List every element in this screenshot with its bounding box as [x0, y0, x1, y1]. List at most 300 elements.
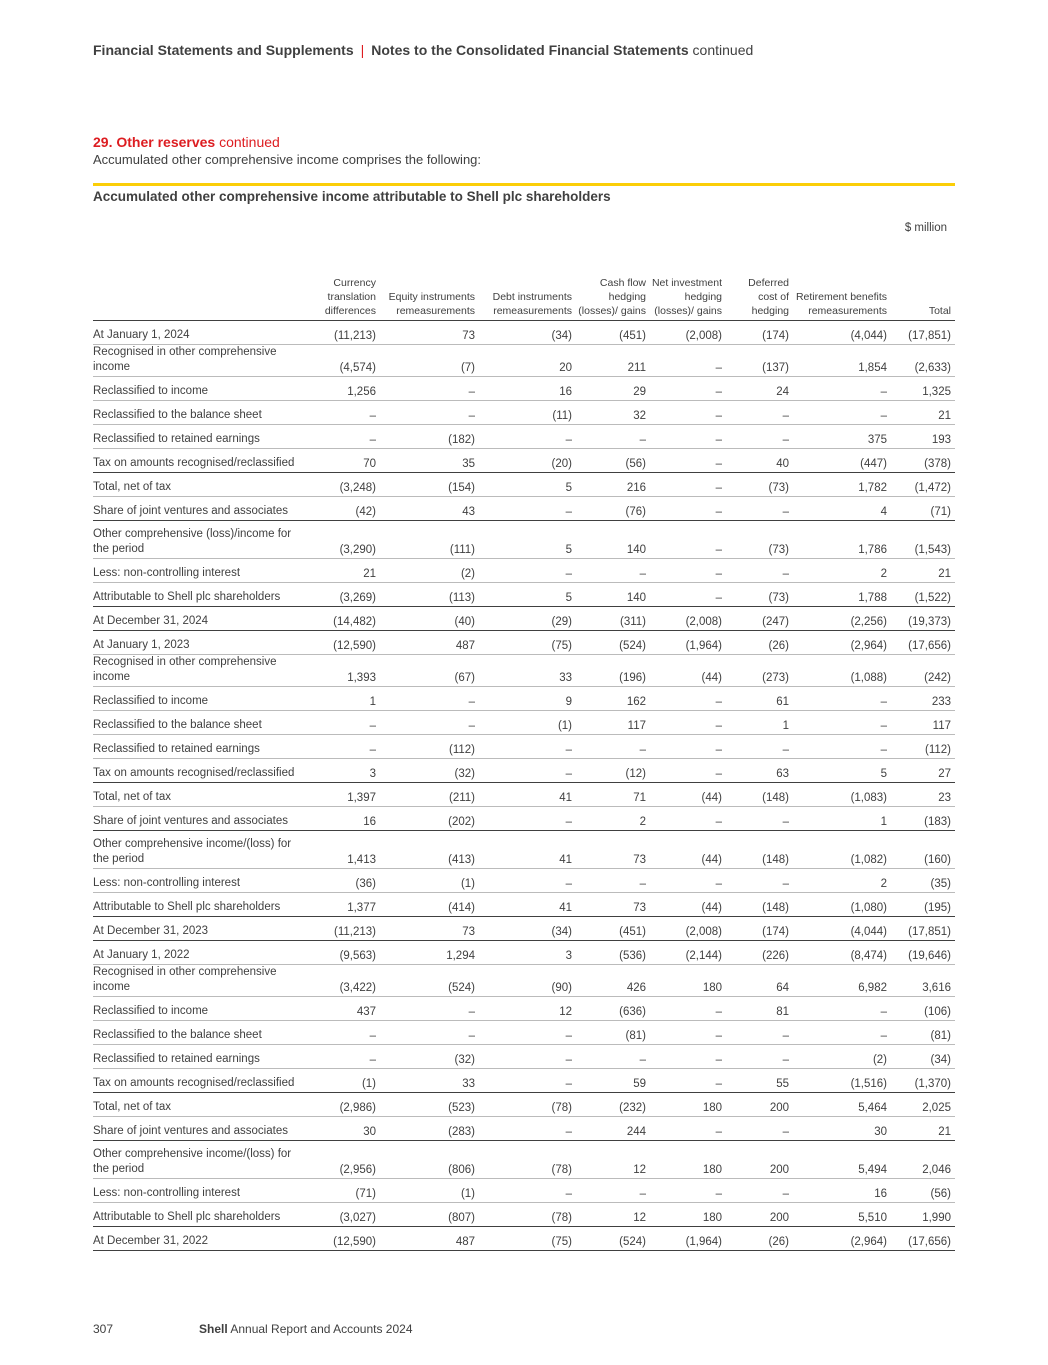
table-row	[93, 869, 955, 893]
table-cell: –	[726, 869, 793, 893]
table-cell: 12	[576, 1141, 650, 1179]
table-cell: 2	[793, 559, 891, 583]
table-cell: –	[650, 473, 726, 497]
table-cell: –	[793, 377, 891, 401]
table-cell: –	[793, 401, 891, 425]
table-cell: 33	[380, 1069, 479, 1093]
table-cell: (2,964)	[793, 631, 891, 655]
row-label: Total, net of tax	[93, 473, 303, 497]
row-label: Reclassified to income	[93, 377, 303, 401]
table-cell: (12,590)	[303, 1227, 380, 1251]
section-title	[93, 134, 280, 150]
table-cell: 73	[380, 917, 479, 941]
report-name: Annual Report and Accounts 2024	[230, 1322, 413, 1336]
row-label: At December 31, 2024	[93, 607, 303, 631]
table-cell: –	[650, 425, 726, 449]
table-cell: (226)	[726, 941, 793, 965]
table-cell: (34)	[891, 1045, 955, 1069]
row-label: Tax on amounts recognised/reclassified	[93, 449, 303, 473]
table-cell: (2,144)	[650, 941, 726, 965]
table-cell: (17,656)	[891, 1227, 955, 1251]
table-cell: (20)	[479, 449, 576, 473]
table-cell: (32)	[380, 1045, 479, 1069]
table-cell: 16	[303, 807, 380, 831]
row-label: Other comprehensive (loss)/income for the period	[93, 521, 303, 559]
row-label: Reclassified to retained earnings	[93, 425, 303, 449]
table-cell: (1,543)	[891, 521, 955, 559]
table-cell: –	[726, 1045, 793, 1069]
table-cell: (73)	[726, 583, 793, 607]
table-cell: –	[303, 425, 380, 449]
table-cell: 180	[650, 965, 726, 997]
table-cell: 71	[576, 783, 650, 807]
table-cell: (2,956)	[303, 1141, 380, 1179]
table-cell: (2,008)	[650, 917, 726, 941]
table-cell: (1,083)	[793, 783, 891, 807]
table-cell: 30	[793, 1117, 891, 1141]
table-cell: (81)	[891, 1021, 955, 1045]
column-header-label	[93, 246, 303, 321]
table-cell: –	[380, 687, 479, 711]
table-cell: (44)	[650, 831, 726, 869]
table-cell: 140	[576, 521, 650, 559]
table-cell: 162	[576, 687, 650, 711]
column-header: Retirement benefits remeasurements	[793, 246, 891, 321]
table-cell: –	[576, 869, 650, 893]
table-cell: (11)	[479, 401, 576, 425]
table-cell: (1,472)	[891, 473, 955, 497]
table-cell: 180	[650, 1093, 726, 1117]
table-cell: 1,397	[303, 783, 380, 807]
table-cell: (1,088)	[793, 655, 891, 687]
table-cell: 3	[303, 759, 380, 783]
table-cell: 193	[891, 425, 955, 449]
table-cell: –	[303, 1021, 380, 1045]
table-cell: (1,964)	[650, 631, 726, 655]
table-cell: (202)	[380, 807, 479, 831]
table-cell: –	[726, 1117, 793, 1141]
table-cell: (75)	[479, 631, 576, 655]
row-label: Attributable to Shell plc shareholders	[93, 1203, 303, 1227]
table-cell: 16	[479, 377, 576, 401]
table-cell: –	[650, 711, 726, 735]
table-row	[93, 1045, 955, 1069]
column-header: Debt instruments remeasurements	[479, 246, 576, 321]
section-number-title: 29. Other reserves	[93, 134, 216, 150]
table-cell: –	[650, 1021, 726, 1045]
row-label: Reclassified to income	[93, 687, 303, 711]
table-cell: (1)	[303, 1069, 380, 1093]
table-row	[93, 997, 955, 1021]
row-label: Less: non-controlling interest	[93, 1179, 303, 1203]
table-cell: –	[650, 869, 726, 893]
table-row	[93, 1021, 955, 1045]
table-cell: (160)	[891, 831, 955, 869]
table-cell: –	[650, 997, 726, 1021]
table-cell: (34)	[479, 321, 576, 345]
table-cell: (174)	[726, 321, 793, 345]
row-label: Reclassified to retained earnings	[93, 735, 303, 759]
table-row	[93, 687, 955, 711]
table-cell: –	[380, 711, 479, 735]
table-cell: 30	[303, 1117, 380, 1141]
table-row	[93, 893, 955, 917]
table-cell: (1,516)	[793, 1069, 891, 1093]
table-cell: 5,464	[793, 1093, 891, 1117]
table-cell: 41	[479, 783, 576, 807]
table-cell: 233	[891, 687, 955, 711]
table-cell: 1,786	[793, 521, 891, 559]
table-row	[93, 783, 955, 807]
table-cell: (137)	[726, 345, 793, 377]
table-row	[93, 425, 955, 449]
table-row	[93, 321, 955, 345]
table-row	[93, 759, 955, 783]
table-cell: 200	[726, 1141, 793, 1179]
table-cell: –	[479, 759, 576, 783]
table-cell: (183)	[891, 807, 955, 831]
table-row	[93, 377, 955, 401]
table-cell: 64	[726, 965, 793, 997]
table-cell: (174)	[726, 917, 793, 941]
running-header	[93, 42, 753, 58]
table-cell: (378)	[891, 449, 955, 473]
table-cell: 16	[793, 1179, 891, 1203]
table-cell: –	[650, 583, 726, 607]
table-cell: 1,413	[303, 831, 380, 869]
table-cell: (40)	[380, 607, 479, 631]
table-row	[93, 1179, 955, 1203]
table-cell: 55	[726, 1069, 793, 1093]
table-cell: (2,256)	[793, 607, 891, 631]
table-cell: 1	[793, 807, 891, 831]
table-cell: (7)	[380, 345, 479, 377]
table-cell: (17,851)	[891, 917, 955, 941]
table-cell: (26)	[726, 1227, 793, 1251]
table-row	[93, 831, 955, 869]
table-cell: –	[380, 377, 479, 401]
table-cell: (1,964)	[650, 1227, 726, 1251]
table-cell: 41	[479, 831, 576, 869]
table-cell: (12)	[576, 759, 650, 783]
section-continued: continued	[219, 134, 280, 150]
row-label: Reclassified to the balance sheet	[93, 1021, 303, 1045]
table-cell: (3,290)	[303, 521, 380, 559]
table-cell: (2,986)	[303, 1093, 380, 1117]
table-cell: (11,213)	[303, 321, 380, 345]
row-label: Share of joint ventures and associates	[93, 497, 303, 521]
table-cell: –	[650, 1045, 726, 1069]
table-cell: –	[793, 711, 891, 735]
table-cell: 1,325	[891, 377, 955, 401]
table-cell: (90)	[479, 965, 576, 997]
row-label: Total, net of tax	[93, 783, 303, 807]
table-cell: 487	[380, 631, 479, 655]
table-cell: (11,213)	[303, 917, 380, 941]
table-cell: 2	[576, 807, 650, 831]
table-cell: 5	[479, 521, 576, 559]
header-continued: continued	[692, 42, 754, 58]
table-cell: –	[479, 1045, 576, 1069]
column-header: Equity instruments remeasurements	[380, 246, 479, 321]
table-cell: (2,008)	[650, 607, 726, 631]
yellow-divider	[93, 183, 955, 186]
table-cell: 1,294	[380, 941, 479, 965]
table-cell: (413)	[380, 831, 479, 869]
table-cell: 216	[576, 473, 650, 497]
table-cell: –	[303, 1045, 380, 1069]
table-cell: (78)	[479, 1141, 576, 1179]
table-cell: –	[650, 1117, 726, 1141]
table-cell: 23	[891, 783, 955, 807]
table-cell: (524)	[576, 631, 650, 655]
table-cell: –	[303, 401, 380, 425]
table-cell: 437	[303, 997, 380, 1021]
table-cell: (451)	[576, 917, 650, 941]
table-cell: (19,373)	[891, 607, 955, 631]
column-header: Net investment hedging (losses)/ gains	[650, 246, 726, 321]
row-label: At January 1, 2023	[93, 631, 303, 655]
table-cell: 73	[576, 831, 650, 869]
section-intro: Accumulated other comprehensive income comprises the following:	[93, 152, 482, 167]
table-cell: –	[793, 687, 891, 711]
table-cell: –	[650, 449, 726, 473]
table-cell: 211	[576, 345, 650, 377]
table-cell: –	[380, 401, 479, 425]
table-cell: 43	[380, 497, 479, 521]
table-row	[93, 655, 955, 687]
table-cell: –	[726, 735, 793, 759]
table-cell: (283)	[380, 1117, 479, 1141]
table-cell: 4	[793, 497, 891, 521]
table-cell: (523)	[380, 1093, 479, 1117]
row-label: Tax on amounts recognised/reclassified	[93, 1069, 303, 1093]
table-cell: (34)	[479, 917, 576, 941]
table-cell: 1,990	[891, 1203, 955, 1227]
table-cell: –	[576, 1045, 650, 1069]
header-section-name: Financial Statements and Supplements	[93, 42, 354, 58]
table-cell: (73)	[726, 473, 793, 497]
page-number: 307	[93, 1322, 114, 1336]
table-cell: 180	[650, 1141, 726, 1179]
table-cell: (2)	[380, 559, 479, 583]
table-cell: 3	[479, 941, 576, 965]
table-row	[93, 607, 955, 631]
table-cell: (29)	[479, 607, 576, 631]
table-row	[93, 497, 955, 521]
row-label: Recognised in other comprehensive income	[93, 965, 303, 997]
table-row	[93, 735, 955, 759]
table-cell: –	[576, 735, 650, 759]
table-cell: (636)	[576, 997, 650, 1021]
table-row	[93, 1203, 955, 1227]
table-cell: 1,782	[793, 473, 891, 497]
table-cell: (35)	[891, 869, 955, 893]
row-label: Reclassified to retained earnings	[93, 1045, 303, 1069]
table-cell: 73	[380, 321, 479, 345]
table-cell: (1,082)	[793, 831, 891, 869]
column-header: Total	[891, 246, 955, 321]
table-cell: (2)	[793, 1045, 891, 1069]
table-cell: (273)	[726, 655, 793, 687]
table-cell: (4,574)	[303, 345, 380, 377]
table-row	[93, 1069, 955, 1093]
table-cell: (9,563)	[303, 941, 380, 965]
table-cell: –	[793, 997, 891, 1021]
table-cell: 61	[726, 687, 793, 711]
table-cell: –	[650, 687, 726, 711]
table-cell: (56)	[891, 1179, 955, 1203]
table-cell: 1,854	[793, 345, 891, 377]
table-cell: 27	[891, 759, 955, 783]
table-cell: (67)	[380, 655, 479, 687]
table-row	[93, 917, 955, 941]
table-cell: 5	[479, 473, 576, 497]
table-cell: 117	[891, 711, 955, 735]
table-cell: –	[726, 497, 793, 521]
table-cell: 1,377	[303, 893, 380, 917]
table-cell: (536)	[576, 941, 650, 965]
table-cell: 59	[576, 1069, 650, 1093]
table-cell: 12	[576, 1203, 650, 1227]
table-cell: –	[650, 345, 726, 377]
table-cell: (14,482)	[303, 607, 380, 631]
table-cell: (111)	[380, 521, 479, 559]
table-cell: –	[650, 401, 726, 425]
table-cell: –	[479, 497, 576, 521]
footer-brand	[199, 1322, 413, 1336]
table-cell: (56)	[576, 449, 650, 473]
table-row	[93, 521, 955, 559]
table-cell: –	[479, 559, 576, 583]
brand-name: Shell	[199, 1322, 228, 1336]
table-cell: 73	[576, 893, 650, 917]
table-cell: 117	[576, 711, 650, 735]
table-cell: (2,964)	[793, 1227, 891, 1251]
table-cell: (182)	[380, 425, 479, 449]
table-cell: –	[380, 997, 479, 1021]
table-cell: –	[726, 425, 793, 449]
table-cell: 5	[793, 759, 891, 783]
table-cell: (148)	[726, 783, 793, 807]
table-row	[93, 1093, 955, 1117]
table-cell: (524)	[576, 1227, 650, 1251]
table-cell: (81)	[576, 1021, 650, 1045]
table-cell: 180	[650, 1203, 726, 1227]
row-label: Recognised in other comprehensive income	[93, 655, 303, 687]
table-cell: –	[650, 735, 726, 759]
table-cell: (4,044)	[793, 321, 891, 345]
table-cell: (311)	[576, 607, 650, 631]
table-cell: –	[479, 807, 576, 831]
table-cell: (112)	[891, 735, 955, 759]
table-cell: (106)	[891, 997, 955, 1021]
table-cell: (196)	[576, 655, 650, 687]
table-row	[93, 711, 955, 735]
header-subsection-name: Notes to the Consolidated Financial Statements	[371, 42, 689, 58]
table-cell: (154)	[380, 473, 479, 497]
table-unit: $ million	[904, 222, 947, 234]
table-cell: –	[726, 807, 793, 831]
table-cell: (71)	[891, 497, 955, 521]
table-row	[93, 1141, 955, 1179]
row-label: Tax on amounts recognised/reclassified	[93, 759, 303, 783]
table-cell: (75)	[479, 1227, 576, 1251]
table-cell: 1	[303, 687, 380, 711]
table-cell: –	[479, 869, 576, 893]
row-label: At December 31, 2022	[93, 1227, 303, 1251]
table-cell: (78)	[479, 1093, 576, 1117]
row-label: Recognised in other comprehensive income	[93, 345, 303, 377]
table-cell: –	[726, 1179, 793, 1203]
table-row	[93, 965, 955, 997]
table-cell: 32	[576, 401, 650, 425]
table-cell: (42)	[303, 497, 380, 521]
table-cell: (148)	[726, 831, 793, 869]
table-cell: (76)	[576, 497, 650, 521]
table-cell: 140	[576, 583, 650, 607]
table-cell: 487	[380, 1227, 479, 1251]
table-cell: (19,646)	[891, 941, 955, 965]
table-row	[93, 583, 955, 607]
table-cell: (44)	[650, 783, 726, 807]
table-cell: 1,393	[303, 655, 380, 687]
table-header-row	[93, 246, 955, 321]
table-cell: –	[726, 559, 793, 583]
table-cell: (17,656)	[891, 631, 955, 655]
table-cell: 12	[479, 997, 576, 1021]
table-cell: 21	[891, 1117, 955, 1141]
table-cell: (73)	[726, 521, 793, 559]
table-cell: 40	[726, 449, 793, 473]
table-cell: –	[576, 559, 650, 583]
table-cell: (3,248)	[303, 473, 380, 497]
table-cell: (4,044)	[793, 917, 891, 941]
row-label: Share of joint ventures and associates	[93, 1117, 303, 1141]
table-cell: 5,510	[793, 1203, 891, 1227]
table-cell: 2,046	[891, 1141, 955, 1179]
table-cell: 426	[576, 965, 650, 997]
table-cell: (447)	[793, 449, 891, 473]
table-cell: (1)	[479, 711, 576, 735]
table-cell: –	[479, 1117, 576, 1141]
table-cell: (44)	[650, 893, 726, 917]
table-cell: 20	[479, 345, 576, 377]
table-cell: (1)	[380, 869, 479, 893]
table-cell: (242)	[891, 655, 955, 687]
column-header: Deferred cost of hedging	[726, 246, 793, 321]
table-row	[93, 631, 955, 655]
table-row	[93, 1227, 955, 1251]
table-cell: (2,633)	[891, 345, 955, 377]
table-cell: –	[576, 425, 650, 449]
table-cell: 6,982	[793, 965, 891, 997]
table-cell: –	[479, 1069, 576, 1093]
table-cell: 5,494	[793, 1141, 891, 1179]
table-cell: –	[479, 1021, 576, 1045]
table-row	[93, 559, 955, 583]
header-separator: |	[360, 42, 365, 58]
table-cell: (3,269)	[303, 583, 380, 607]
table-cell: –	[726, 1021, 793, 1045]
table-cell: –	[650, 377, 726, 401]
table-cell: (3,422)	[303, 965, 380, 997]
table-cell: –	[650, 559, 726, 583]
row-label: Attributable to Shell plc shareholders	[93, 583, 303, 607]
table-cell: (26)	[726, 631, 793, 655]
table-row	[93, 449, 955, 473]
table-cell: –	[479, 425, 576, 449]
